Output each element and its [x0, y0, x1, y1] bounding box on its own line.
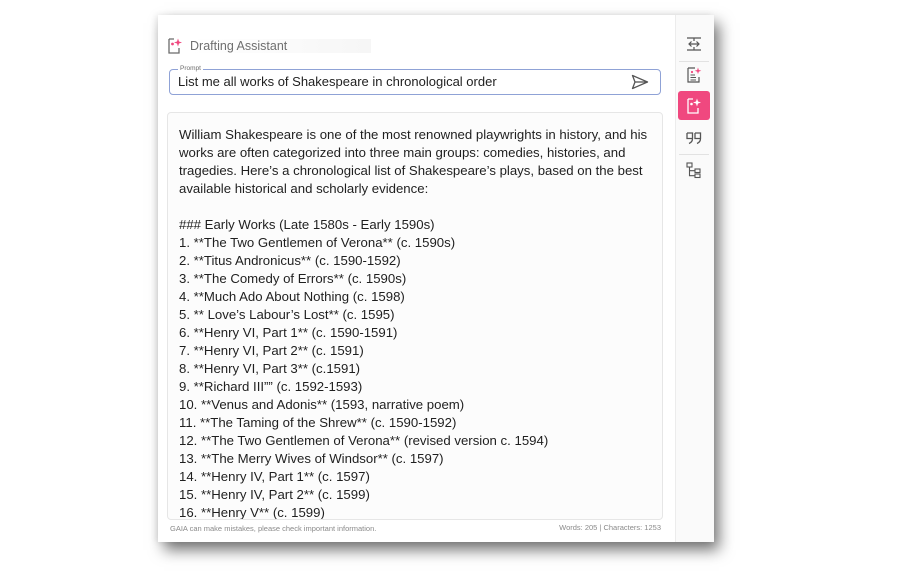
drafting-assistant-panel: [158, 15, 713, 542]
drafting-assistant-button[interactable]: [678, 91, 710, 120]
insert-text-icon: [685, 35, 703, 53]
hierarchy-button[interactable]: [678, 155, 710, 184]
panel-header: [166, 37, 371, 55]
drafting-assistant-icon: [685, 97, 703, 115]
quote-button[interactable]: [678, 123, 710, 152]
prompt-input[interactable]: [178, 74, 618, 89]
hierarchy-icon: [685, 161, 703, 179]
send-icon[interactable]: [631, 74, 649, 90]
response-box[interactable]: [167, 112, 663, 520]
document-sparkle-icon: [685, 66, 703, 84]
insert-text-button[interactable]: [678, 29, 710, 58]
document-sparkle-button[interactable]: [678, 60, 710, 89]
disclaimer-text: GAIA can make mistakes, please check important information.: [170, 524, 377, 533]
quote-icon: [685, 129, 703, 147]
prompt-field[interactable]: [169, 65, 661, 95]
assistant-sparkle-icon: [166, 37, 184, 55]
side-toolbar: [675, 15, 714, 542]
prompt-label: Prompt: [180, 65, 201, 72]
word-count-stats: Words: 205 | Characters: 1253: [559, 523, 661, 532]
response-text: William Shakespeare is one of the most renowned playwrights in history, and his works are often categorized into three main groups: comedies, histories, and tragedies. Here’s a chronological list of Shakespeare’s plays, based on the best available historical and scholarly evidence: ### Early Works (Late 1580s - Early 1590s) 1. **The Two Gentlemen of Verona** (c. 1590s) 2. **Titus Andronicus** (c. 1590-1592) 3. **The Comedy of Errors** (c. 1590s) 4. **Much Ado About Nothing (c. 1598) 5. ** Love’s Labour’s Lost** (c. 1595) 6. **Henry VI, Part 1** (c. 1590-1591) 7. **Henry VI, Part 2** (c. 1591) 8. **Henry VI, Part 3** (c.1591) 9. **Richard III”” (c. 1592-1593) 10. **Venus and Adonis** (1593, narrative poem) 11. **The Taming of the Shrew** (c. 1590-1592) 12. **The Two Gentlemen of Verona** (revised version c. 1594) 13. **The Merry Wives of Windsor** (c. 1597) 14. **Henry IV, Part 1** (c. 1597) 15. **Henry IV, Part 2** (c. 1599) 16. **Henry V** (c. 1599): [179, 127, 648, 520]
panel-title: Drafting Assistant: [190, 39, 371, 53]
main-area: [158, 15, 675, 542]
